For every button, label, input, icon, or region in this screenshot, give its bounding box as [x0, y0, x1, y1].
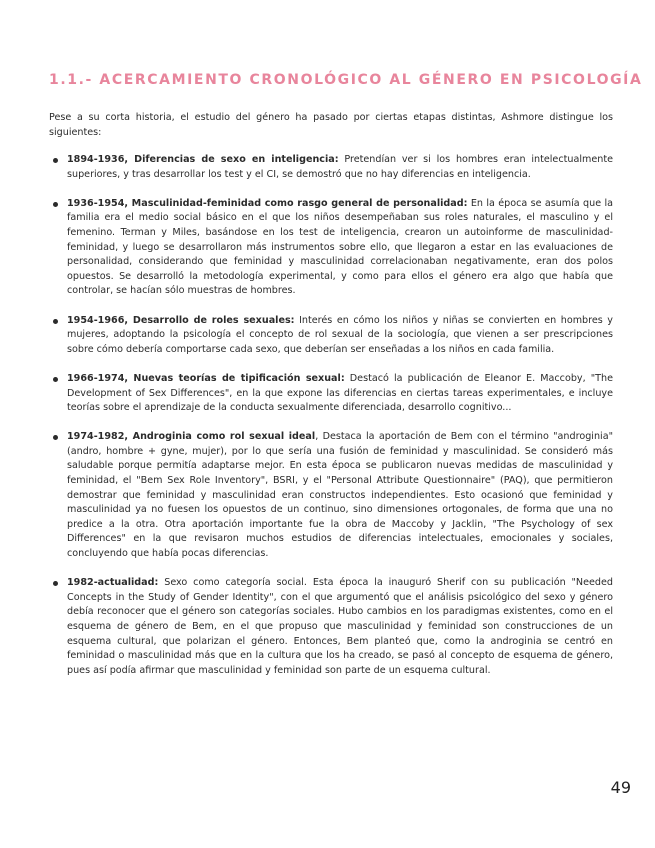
period-heading: 1894-1936, Diferencias de sexo en inteligencia:	[67, 154, 339, 165]
bullet-icon	[53, 377, 58, 382]
period-body: Pretendían ver si los hombres eran intelectualmente superiores, y tras desarrollar los test y el CI, se demostró que no hay diferencias en inteligencia.	[67, 154, 613, 180]
bullet-icon	[53, 435, 58, 440]
period-body: Destacó la publicación de Eleanor E. Maccoby, "The Development of Sex Differences", en la que expone las diferencias en ciertas tareas experimentales, e incluye teorías sobre el aprendizaje de la conducta sexualmente diferenciada, desarrollo cognitivo...	[67, 372, 614, 414]
period-item-1982-actualidad	[49, 576, 613, 678]
page-title: 1.1.- ACERCAMIENTO CRONOLÓGICO AL GÉNERO EN PSICOLOGÍA	[49, 72, 643, 89]
period-heading: 1936-1954, Masculinidad-feminidad como rasgo general de personalidad:	[67, 197, 468, 209]
period-item-1974-1982	[49, 430, 613, 561]
period-heading: 1974-1982, Androginia como rol sexual ideal	[67, 431, 316, 443]
period-item-1936-1954	[49, 197, 613, 299]
period-heading: 1982-actualidad:	[67, 577, 159, 589]
bullet-icon	[53, 202, 58, 207]
period-heading: 1954-1966, Desarrollo de roles sexuales:	[67, 314, 295, 326]
period-body: Interés en cómo los niños y niñas se convierten en hombres y mujeres, adoptando la psicología el concepto de rol sexual de la sociología, que vienen a ser prescripciones sobre cómo debería comportarse cada sexo, que deberían ser enseñadas a los niños en cada familia.	[67, 314, 613, 355]
page-number: 49	[610, 778, 631, 797]
intro-paragraph: Pese a su corta historia, el estudio del género ha pasado por ciertas etapas distintas, Ashmore distingue los siguientes:	[49, 112, 613, 138]
period-body: , Destaca la aportación de Bem con el término "androginia" (andro, hombre + gyne, mujer), por lo que sería una fusión de feminidad y masculinidad. Se consideró más saludable porque permitía adaptarse mejor. En esta época se publicaron nuevas medidas de masculinidad y feminidad, el "Bem Sex Role Inventory", BSRI, y el "Personal Attribute Questionnaire" (PAQ), que permitieron demostrar que feminidad y masculinidad eran constructos independientes. Esto ocasionó que feminidad y masculinidad ya no fuesen los opuestos de un continuo, sino dimensiones ortogonales, de forma que una no predice a la otra. Otra aportación importante fue la obra de Maccoby y Jacklin, "The Psychology of sex Differences" en la que revisaron muchos estudios de diferencias intelectuales, emocionales y sociales, concluyendo que había pocas diferencias.	[67, 431, 613, 560]
period-item-1954-1966	[49, 314, 613, 358]
period-heading: 1966-1974, Nuevas teorías de tipificación sexual:	[67, 372, 345, 384]
bullet-icon	[53, 319, 58, 324]
period-item-1894-1936	[49, 153, 613, 182]
bullet-icon	[53, 581, 58, 586]
period-body: Sexo como categoría social. Esta época la inauguró Sherif con su publicación "Needed Concepts in the Study of Gender Identity", con el que argumentó que el análisis psicológico del sexo y género debía reconocer que el género son categorías sociales. Hubo cambios en los paradigmas existentes, como en el esquema de género de Bem, en el que propuso que masculinidad y feminidad son construcciones de un esquema cultural, que polarizan el género. Entonces, Bem planteó que, como la androginia se centró en feminidad o masculinidad más que en la cultura que los ha creado, se pasó al concepto de esquema de género, pues así podía afirmar que masculinidad y feminidad son parte de un esquema cultural.	[67, 577, 613, 676]
period-body: En la época se asumía que la familia era el medio social básico en el que los niños desempeñaban sus roles naturales, el masculino y el femenino. Terman y Miles, basándose en los test de inteligencia, crearon un autoinforme de masculinidad-feminidad, y luego se desarrollaron más instrumentos sobre ello, que llegaron a estar en las evaluaciones de personalidad, considerando que feminidad y masculinidad correlacionaban negativamente, eran dos polos opuestos. Se desarrolló la metodología experimental, y como para ellos el género era algo que había que controlar, se hacían sólo muestras de hombres.	[67, 197, 613, 297]
period-item-1966-1974	[49, 372, 613, 416]
bullet-icon	[53, 158, 58, 163]
period-list	[49, 153, 613, 678]
